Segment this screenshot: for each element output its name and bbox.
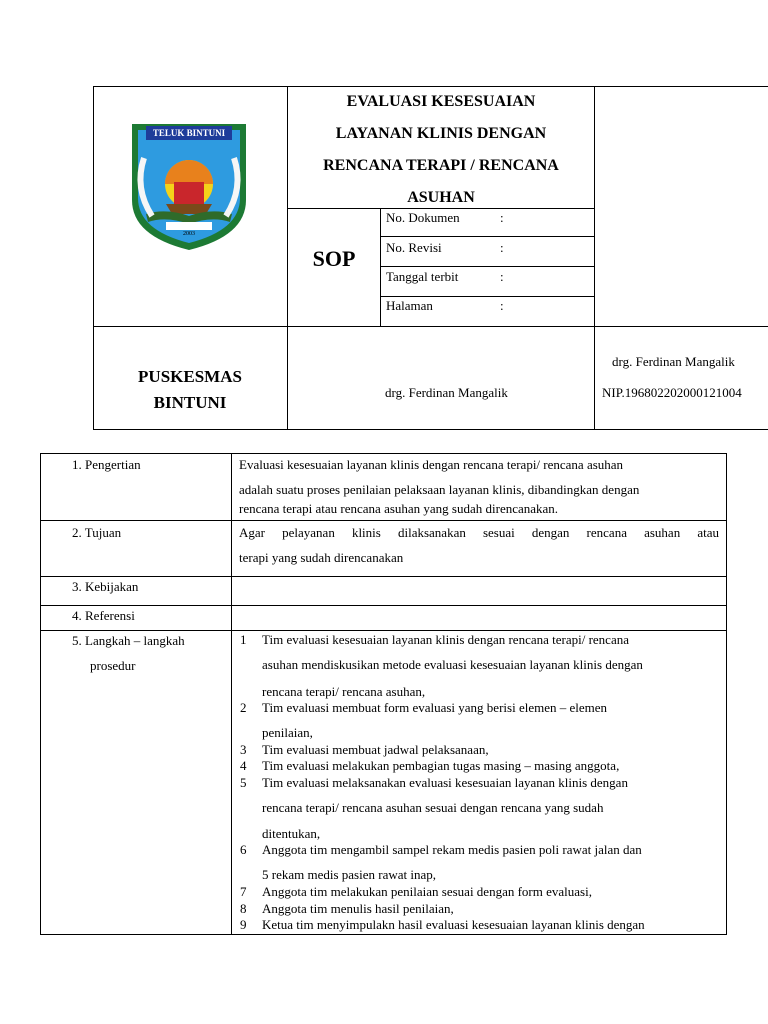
meta-sep: : (500, 210, 504, 225)
step-line: ditentukan, (262, 826, 321, 841)
step-line: Anggota tim menulis hasil penilaian, (262, 901, 454, 916)
meta-label: No. Revisi (386, 240, 442, 255)
step-number: 1 (240, 632, 247, 647)
logo-year: 2003 (183, 231, 195, 237)
step-number: 9 (240, 917, 247, 932)
logo (126, 118, 252, 254)
step-line: Tim evaluasi membuat form evaluasi yang berisi elemen – elemen (262, 700, 608, 715)
step-number: 7 (240, 884, 247, 899)
step-line: Tim evaluasi membuat jadwal pelaksanaan, (262, 742, 489, 757)
step-line: Ketua tim menyimpulakn hasil evaluasi kesesuaian layanan klinis dengan (262, 917, 645, 932)
title-line: RENCANA TERAPI / RENCANA (323, 157, 559, 174)
signer-right-nip: NIP.196802202000121004 (602, 385, 742, 400)
title-line: EVALUASI KESESUAIAN (346, 93, 536, 110)
section-text-tujuan (239, 520, 719, 570)
text-line: adalah suatu proses penilaian pelaksaan layanan klinis, dibandingkan dengan (239, 482, 640, 497)
step-line: Tim evaluasi melakukan pembagian tugas masing – masing anggota, (262, 758, 620, 773)
section-text-pengertian (239, 452, 719, 516)
step-number: 6 (240, 842, 247, 857)
step-number: 5 (240, 775, 247, 790)
step-line: Anggota tim mengambil sampel rekam medis pasien poli rawat jalan dan (262, 842, 642, 857)
step-number: 3 (240, 742, 247, 757)
title-line: ASUHAN (407, 189, 475, 206)
text-line: Evaluasi kesesuaian layanan klinis dengan rencana terapi/ rencana asuhan (239, 457, 624, 472)
organization-name (94, 364, 286, 416)
step-number: 8 (240, 901, 247, 916)
title-line: LAYANAN KLINIS DENGAN (335, 125, 547, 142)
section-label-pengertian: 1. Pengertian (72, 457, 141, 472)
step-line: Tim evaluasi melaksanakan evaluasi kesesuaian layanan klinis dengan (262, 775, 628, 790)
step-line: Tim evaluasi kesesuaian layanan klinis dengan rencana terapi/ rencana (262, 632, 629, 647)
step-line: rencana terapi/ rencana asuhan sesuai dengan rencana yang sudah (262, 800, 604, 815)
text-line: terapi yang sudah direncanakan (239, 550, 404, 565)
step-number: 4 (240, 758, 247, 773)
document-title (288, 86, 594, 214)
signer-right-name: drg. Ferdinan Mangalik (612, 354, 735, 369)
meta-sep: : (500, 269, 504, 284)
text-line: rencana terapi atau rencana asuhan yang sudah direncanakan. (239, 501, 559, 516)
meta-sep: : (500, 240, 504, 255)
section-label-tujuan: 2. Tujuan (72, 525, 122, 540)
org-line: BINTUNI (153, 393, 227, 412)
step-number: 2 (240, 700, 247, 715)
step-line: rencana terapi/ rencana asuhan, (262, 684, 426, 699)
step-line: 5 rekam medis pasien rawat inap, (262, 867, 436, 882)
label-line: 5. Langkah – langkah (72, 633, 185, 648)
meta-sep: : (500, 298, 504, 313)
section-label-prosedur (72, 628, 185, 678)
signer-middle: drg. Ferdinan Mangalik (385, 385, 508, 400)
meta-label: No. Dokumen (386, 210, 460, 225)
label-line: prosedur (90, 658, 136, 673)
logo-text: TELUK BINTUNI (152, 128, 226, 138)
meta-label: Halaman (386, 298, 433, 313)
section-label-referensi: 4. Referensi (72, 608, 135, 623)
step-line: asuhan mendiskusikan metode evaluasi kesesuaian layanan klinis dengan (262, 657, 643, 672)
step-line: penilaian, (262, 725, 313, 740)
step-line: Anggota tim melakukan penilaian sesuai dengan form evaluasi, (262, 884, 592, 899)
sop-label: SOP (312, 246, 356, 271)
meta-label: Tanggal terbit (386, 269, 459, 284)
text-line: Agar pelayanan klinis dilaksanakan sesuai dengan rencana asuhan atau (239, 525, 719, 540)
section-label-kebijakan: 3. Kebijakan (72, 579, 139, 594)
org-line: PUSKESMAS (138, 367, 242, 386)
